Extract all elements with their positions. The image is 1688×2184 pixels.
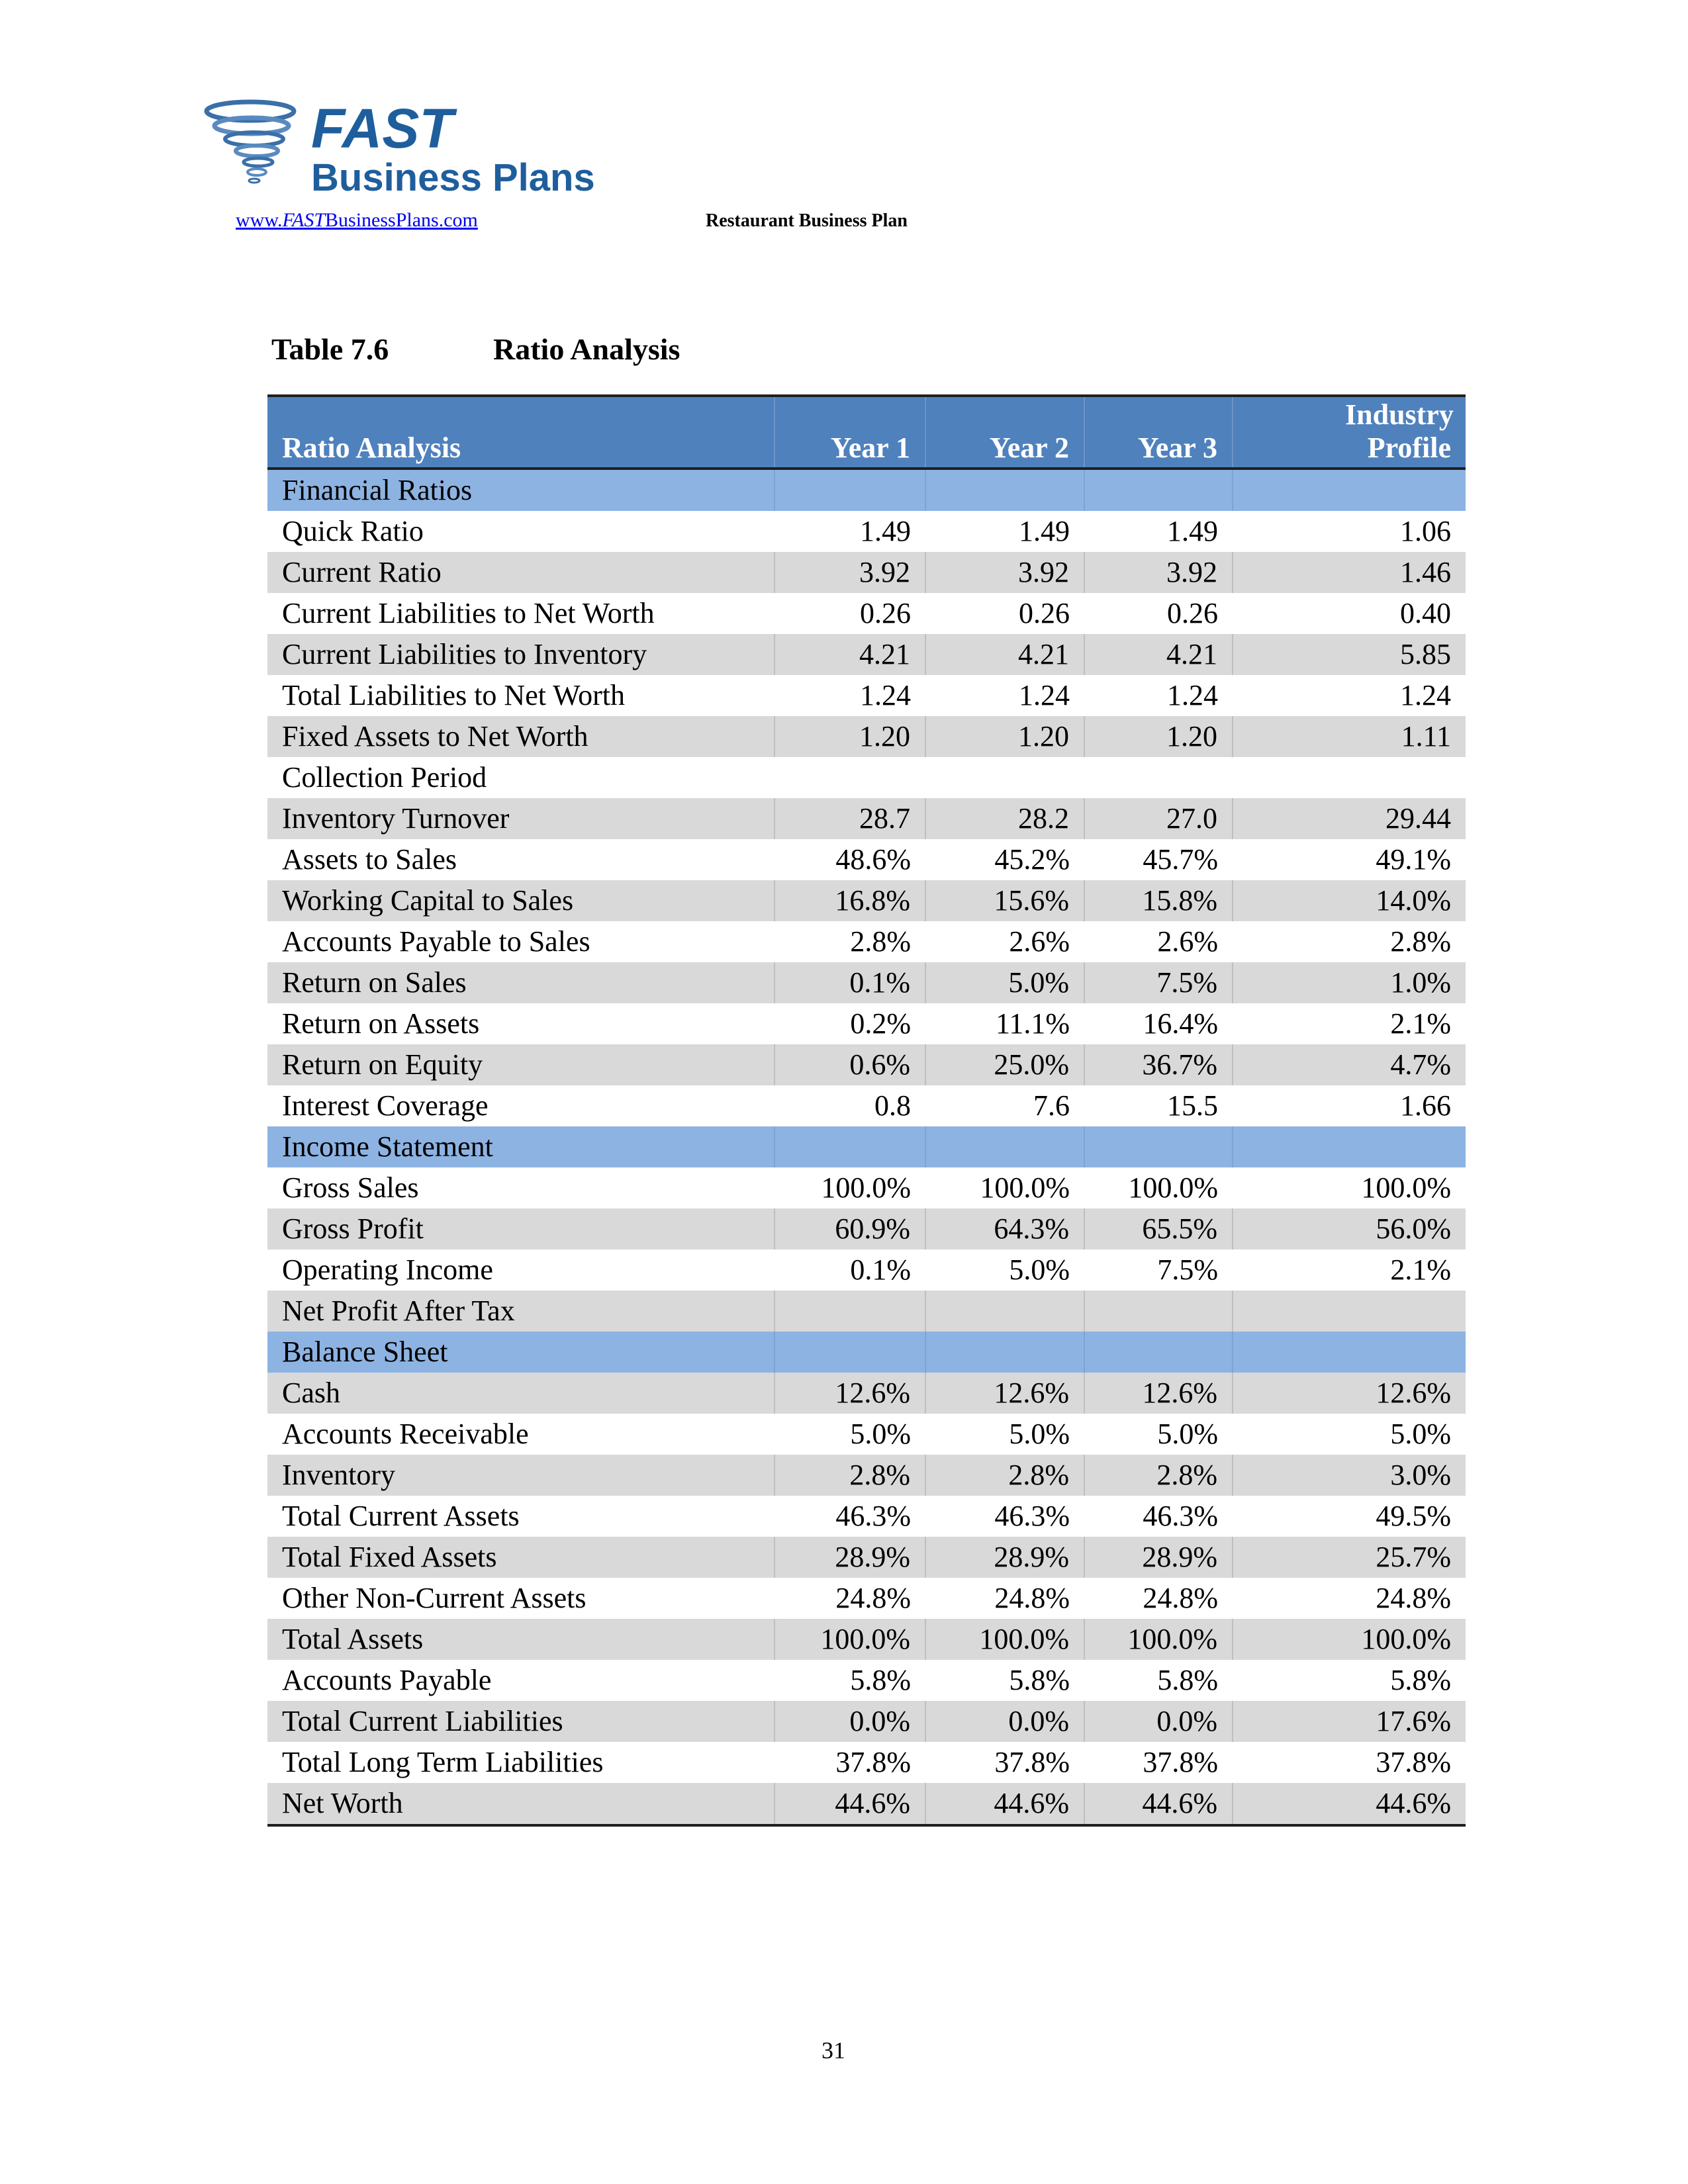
cell-value: 1.24 bbox=[860, 679, 911, 711]
cell-value: 5.0% bbox=[1390, 1418, 1451, 1450]
table-row bbox=[267, 1250, 1466, 1291]
table-row bbox=[267, 1578, 1466, 1619]
cell-value: 15.6% bbox=[925, 880, 1084, 921]
cell-value: 49.1% bbox=[1376, 843, 1451, 876]
column-header-year-2: Year 2 bbox=[925, 396, 1084, 469]
cell-value bbox=[1084, 1332, 1233, 1373]
cell-value: 100.0% bbox=[1128, 1171, 1218, 1204]
table-row bbox=[267, 1208, 1466, 1250]
cell-value: 4.21 bbox=[774, 634, 925, 675]
fast-business-plans-logo bbox=[199, 99, 622, 205]
cell-value: 25.7% bbox=[1233, 1537, 1466, 1578]
cell-value bbox=[925, 469, 1084, 511]
cell-value: 2.8% bbox=[925, 1455, 1084, 1496]
table-row bbox=[267, 593, 1466, 634]
industry-profile-label: Industry Profile bbox=[1345, 398, 1454, 464]
cell-value: 27.0 bbox=[1084, 798, 1233, 839]
table-row bbox=[267, 1660, 1466, 1701]
row-label: Current Ratio bbox=[267, 552, 774, 593]
cell-value: 16.4% bbox=[1143, 1007, 1218, 1040]
cell-value bbox=[1233, 1332, 1466, 1373]
cell-value: 5.8% bbox=[1157, 1664, 1218, 1696]
table-row bbox=[267, 1044, 1466, 1085]
cell-value bbox=[1233, 1126, 1466, 1167]
row-label: Accounts Payable bbox=[282, 1664, 492, 1696]
cell-value: 15.8% bbox=[1084, 880, 1233, 921]
cell-value: 11.1% bbox=[995, 1007, 1070, 1040]
cell-value: 37.8% bbox=[1376, 1746, 1451, 1778]
cell-value: 3.92 bbox=[1084, 552, 1233, 593]
table-row bbox=[267, 1373, 1466, 1414]
row-label: Accounts Receivable bbox=[282, 1418, 529, 1450]
cell-value: 44.6% bbox=[1233, 1783, 1466, 1825]
cell-value: 0.26 bbox=[860, 597, 911, 629]
row-label: Collection Period bbox=[282, 761, 487, 794]
table-title: Ratio Analysis bbox=[493, 332, 680, 366]
table-row bbox=[267, 1496, 1466, 1537]
cell-value bbox=[1084, 1126, 1233, 1167]
table-row bbox=[267, 921, 1466, 962]
column-header-industry-profile bbox=[1233, 396, 1466, 469]
cell-value: 5.8% bbox=[1009, 1664, 1070, 1696]
cell-value: 45.2% bbox=[994, 843, 1070, 876]
cell-value: 24.8% bbox=[835, 1582, 911, 1614]
cell-value: 1.24 bbox=[1400, 679, 1451, 711]
cell-value: 100.0% bbox=[1084, 1619, 1233, 1660]
cell-value: 0.26 bbox=[1019, 597, 1070, 629]
cell-value: 25.0% bbox=[925, 1044, 1084, 1085]
section-row bbox=[267, 1126, 1466, 1167]
column-header-year-3: Year 3 bbox=[1084, 396, 1233, 469]
table-row bbox=[267, 1167, 1466, 1208]
row-label: Quick Ratio bbox=[282, 515, 424, 547]
section-row bbox=[267, 469, 1466, 511]
cell-value: 1.0% bbox=[1233, 962, 1466, 1003]
row-label: Return on Assets bbox=[282, 1007, 480, 1040]
row-label: Current Liabilities to Net Worth bbox=[282, 597, 655, 629]
table-row bbox=[267, 962, 1466, 1003]
cell-value: 29.44 bbox=[1233, 798, 1466, 839]
cell-value bbox=[1084, 469, 1233, 511]
brand-name-business-plans: Business Plans bbox=[311, 156, 595, 199]
cell-value bbox=[925, 1332, 1084, 1373]
website-link-suffix: BusinessPlans.com bbox=[325, 209, 478, 231]
cell-value: 12.6% bbox=[1084, 1373, 1233, 1414]
table-number: Table 7.6 bbox=[271, 332, 389, 366]
cell-value bbox=[925, 757, 1084, 798]
cell-value: 1.24 bbox=[1019, 679, 1070, 711]
table-caption bbox=[271, 332, 680, 366]
cell-value: 5.0% bbox=[850, 1418, 911, 1450]
cell-value: 5.8% bbox=[1390, 1664, 1451, 1696]
table-row bbox=[267, 880, 1466, 921]
cell-value: 4.7% bbox=[1233, 1044, 1466, 1085]
cell-value: 100.0% bbox=[1361, 1171, 1451, 1204]
cell-value: 3.92 bbox=[925, 552, 1084, 593]
table-row bbox=[267, 511, 1466, 552]
row-label: Assets to Sales bbox=[282, 843, 457, 876]
table-body bbox=[267, 469, 1466, 1825]
cell-value: 1.49 bbox=[1019, 515, 1070, 547]
row-label: Gross Sales bbox=[282, 1171, 419, 1204]
cell-value bbox=[774, 469, 925, 511]
cell-value: 36.7% bbox=[1084, 1044, 1233, 1085]
table-row bbox=[267, 839, 1466, 880]
cell-value: 0.0% bbox=[1084, 1701, 1233, 1742]
cell-value bbox=[1233, 757, 1466, 798]
row-label: Accounts Payable to Sales bbox=[282, 925, 590, 958]
brand-name-fast: FAST bbox=[311, 97, 453, 159]
cell-value: 5.8% bbox=[850, 1664, 911, 1696]
cell-value bbox=[774, 1332, 925, 1373]
row-label: Working Capital to Sales bbox=[267, 880, 774, 921]
table-row bbox=[267, 716, 1466, 757]
row-label: Fixed Assets to Net Worth bbox=[267, 716, 774, 757]
cell-value: 1.20 bbox=[925, 716, 1084, 757]
cell-value: 44.6% bbox=[925, 1783, 1084, 1825]
cell-value: 2.8% bbox=[850, 925, 911, 958]
row-label: Total Fixed Assets bbox=[267, 1537, 774, 1578]
row-label: Total Long Term Liabilities bbox=[282, 1746, 604, 1778]
table-row bbox=[267, 1742, 1466, 1783]
cell-value: 4.21 bbox=[925, 634, 1084, 675]
table-row bbox=[267, 1783, 1466, 1825]
cell-value: 1.20 bbox=[774, 716, 925, 757]
cell-value: 1.66 bbox=[1400, 1089, 1451, 1122]
cell-value: 2.8% bbox=[1084, 1455, 1233, 1496]
row-label: Operating Income bbox=[282, 1253, 493, 1286]
cell-value bbox=[925, 1126, 1084, 1167]
cell-value bbox=[1233, 469, 1466, 511]
cell-value: 37.8% bbox=[1143, 1746, 1218, 1778]
row-label: Net Worth bbox=[267, 1783, 774, 1825]
cell-value: 0.40 bbox=[1400, 597, 1451, 629]
table-row bbox=[267, 1701, 1466, 1742]
cell-value: 1.24 bbox=[1167, 679, 1218, 711]
cell-value bbox=[774, 757, 925, 798]
cell-value: 1.46 bbox=[1233, 552, 1466, 593]
row-label: Total Current Assets bbox=[282, 1500, 520, 1532]
cell-value: 44.6% bbox=[774, 1783, 925, 1825]
cell-value: 5.0% bbox=[1009, 1418, 1070, 1450]
cell-value: 37.8% bbox=[994, 1746, 1070, 1778]
cell-value: 28.9% bbox=[1084, 1537, 1233, 1578]
ratio-analysis-table bbox=[267, 394, 1466, 1827]
cell-value: 24.8% bbox=[1376, 1582, 1451, 1614]
cell-value: 0.2% bbox=[850, 1007, 911, 1040]
table-row bbox=[267, 552, 1466, 593]
cell-value: 3.92 bbox=[774, 552, 925, 593]
cell-value: 1.11 bbox=[1233, 716, 1466, 757]
cell-value: 48.6% bbox=[835, 843, 911, 876]
document-title: Restaurant Business Plan bbox=[706, 210, 908, 231]
row-label: Return on Sales bbox=[267, 962, 774, 1003]
website-link-prefix: www. bbox=[236, 209, 283, 231]
row-label: Other Non-Current Assets bbox=[282, 1582, 586, 1614]
cell-value: 2.1% bbox=[1390, 1007, 1451, 1040]
table-row bbox=[267, 798, 1466, 839]
cell-value: 46.3% bbox=[835, 1500, 911, 1532]
table-row bbox=[267, 1537, 1466, 1578]
cell-value: 12.6% bbox=[774, 1373, 925, 1414]
row-label: Interest Coverage bbox=[282, 1089, 489, 1122]
cell-value: 45.7% bbox=[1143, 843, 1218, 876]
website-link-italic: FAST bbox=[282, 209, 326, 231]
cell-value: 2.6% bbox=[1157, 925, 1218, 958]
cell-value: 64.3% bbox=[925, 1208, 1084, 1250]
row-label: Return on Equity bbox=[267, 1044, 774, 1085]
row-label: Total Liabilities to Net Worth bbox=[282, 679, 626, 711]
column-header-ratio-analysis: Ratio Analysis bbox=[267, 396, 774, 469]
section-row bbox=[267, 1332, 1466, 1373]
table-row bbox=[267, 675, 1466, 716]
cell-value: 46.3% bbox=[1143, 1500, 1218, 1532]
row-label: Income Statement bbox=[267, 1126, 774, 1167]
cell-value: 0.6% bbox=[774, 1044, 925, 1085]
row-label: Inventory bbox=[267, 1455, 774, 1496]
tornado-logo-icon bbox=[199, 99, 311, 199]
cell-value: 0.26 bbox=[1167, 597, 1218, 629]
cell-value: 0.1% bbox=[850, 1253, 911, 1286]
cell-value: 24.8% bbox=[994, 1582, 1070, 1614]
cell-value: 100.0% bbox=[1233, 1619, 1466, 1660]
cell-value: 56.0% bbox=[1233, 1208, 1466, 1250]
cell-value: 15.5 bbox=[1167, 1089, 1218, 1122]
cell-value: 100.0% bbox=[925, 1619, 1084, 1660]
cell-value: 7.5% bbox=[1157, 1253, 1218, 1286]
cell-value: 4.21 bbox=[1084, 634, 1233, 675]
row-label: Net Profit After Tax bbox=[267, 1291, 774, 1332]
cell-value: 7.6 bbox=[1033, 1089, 1070, 1122]
cell-value: 1.49 bbox=[1167, 515, 1218, 547]
cell-value: 49.5% bbox=[1376, 1500, 1451, 1532]
cell-value: 14.0% bbox=[1233, 880, 1466, 921]
page-number: 31 bbox=[821, 2037, 845, 2064]
cell-value: 7.5% bbox=[1084, 962, 1233, 1003]
cell-value: 3.0% bbox=[1233, 1455, 1466, 1496]
cell-value: 60.9% bbox=[774, 1208, 925, 1250]
cell-value bbox=[1084, 757, 1233, 798]
cell-value: 5.0% bbox=[1009, 1253, 1070, 1286]
cell-value: 100.0% bbox=[774, 1619, 925, 1660]
column-header-year-1: Year 1 bbox=[774, 396, 925, 469]
cell-value: 16.8% bbox=[774, 880, 925, 921]
cell-value: 65.5% bbox=[1084, 1208, 1233, 1250]
cell-value bbox=[1084, 1291, 1233, 1332]
cell-value: 17.6% bbox=[1233, 1701, 1466, 1742]
website-link[interactable] bbox=[236, 210, 478, 230]
row-label: Gross Profit bbox=[267, 1208, 774, 1250]
cell-value: 5.0% bbox=[1157, 1418, 1218, 1450]
cell-value: 0.8 bbox=[874, 1089, 911, 1122]
table-row bbox=[267, 1085, 1466, 1126]
cell-value: 5.0% bbox=[925, 962, 1084, 1003]
cell-value: 100.0% bbox=[821, 1171, 911, 1204]
cell-value: 12.6% bbox=[925, 1373, 1084, 1414]
cell-value: 28.9% bbox=[774, 1537, 925, 1578]
row-label: Inventory Turnover bbox=[267, 798, 774, 839]
table-row bbox=[267, 1003, 1466, 1044]
cell-value: 100.0% bbox=[980, 1171, 1070, 1204]
cell-value: 5.85 bbox=[1233, 634, 1466, 675]
cell-value: 2.1% bbox=[1390, 1253, 1451, 1286]
cell-value: 12.6% bbox=[1233, 1373, 1466, 1414]
table-row bbox=[267, 1414, 1466, 1455]
row-label: Current Liabilities to Inventory bbox=[267, 634, 774, 675]
cell-value: 28.9% bbox=[925, 1537, 1084, 1578]
table-row bbox=[267, 1291, 1466, 1332]
cell-value: 2.6% bbox=[1009, 925, 1070, 958]
cell-value: 1.20 bbox=[1084, 716, 1233, 757]
table-row bbox=[267, 1619, 1466, 1660]
cell-value: 2.8% bbox=[774, 1455, 925, 1496]
cell-value: 0.0% bbox=[925, 1701, 1084, 1742]
table-row bbox=[267, 634, 1466, 675]
cell-value bbox=[774, 1126, 925, 1167]
cell-value: 28.2 bbox=[925, 798, 1084, 839]
cell-value: 46.3% bbox=[994, 1500, 1070, 1532]
cell-value: 0.0% bbox=[774, 1701, 925, 1742]
cell-value: 1.49 bbox=[860, 515, 911, 547]
table-row bbox=[267, 1455, 1466, 1496]
row-label: Balance Sheet bbox=[267, 1332, 774, 1373]
cell-value bbox=[1233, 1291, 1466, 1332]
row-label: Total Current Liabilities bbox=[267, 1701, 774, 1742]
row-label: Total Assets bbox=[267, 1619, 774, 1660]
cell-value: 37.8% bbox=[835, 1746, 911, 1778]
row-label: Financial Ratios bbox=[267, 469, 774, 511]
cell-value: 44.6% bbox=[1084, 1783, 1233, 1825]
table-row bbox=[267, 757, 1466, 798]
cell-value: 2.8% bbox=[1390, 925, 1451, 958]
cell-value: 24.8% bbox=[1143, 1582, 1218, 1614]
table-header-row bbox=[267, 396, 1466, 469]
cell-value: 28.7 bbox=[774, 798, 925, 839]
cell-value bbox=[774, 1291, 925, 1332]
row-label: Cash bbox=[267, 1373, 774, 1414]
cell-value bbox=[925, 1291, 1084, 1332]
cell-value: 1.06 bbox=[1400, 515, 1451, 547]
cell-value: 0.1% bbox=[774, 962, 925, 1003]
